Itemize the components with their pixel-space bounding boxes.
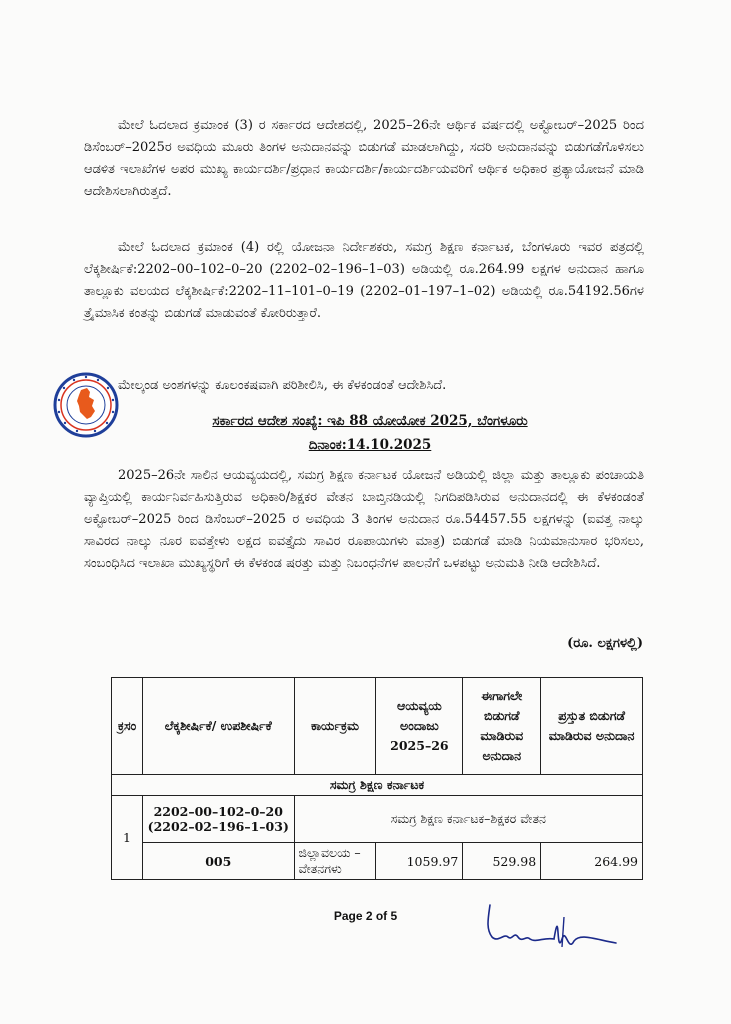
budget-value: 1059.97 (376, 843, 463, 880)
grant-table (111, 677, 643, 880)
table-header-row (112, 678, 643, 775)
unit-label: (ರೂ. ಲಕ್ಷಗಳಲ್ಲಿ) (567, 636, 643, 651)
paragraph-4: 2025–26ನೇ ಸಾಲಿನ ಆಯವ್ಯಯದಲ್ಲಿ, ಸಮಗ್ರ ಶಿಕ್ಷಣ ಕರ್ನಾಟಕ ಯೋಜನೆ ಅಡಿಯಲ್ಲಿ ಜಿಲ್ಲಾ ಮತ್ತು ತಾಲ್ಲೂಕು ಪಂಚಾಯತಿ ವ್ಯಾಪ್ತಿಯಲ್ಲಿ ಕಾರ್ಯನಿರ್ವಹಿಸುತ್ತಿರುವ ಅಧಿಕಾರಿ/ಶಿಕ್ಷಕರ ವೇತನ ಬಾಬ್ತಿನಡಿಯಲ್ಲಿ ನಿಗದಿಪಡಿಸಿರುವ ಅನುದಾನದಲ್ಲಿ ಈ ಕೆಳಕಂಡಂತೆ ಅಕ್ಟೋಬರ್–2025 ರಿಂದ ಡಿಸೆಂಬರ್–2025 ರ ಅವಧಿಯ 3 ತಿಂಗಳ ಅನುದಾನ ರೂ.54457.55 ಲಕ್ಷಗಳನ್ನು (ಐವತ್ತ ನಾಲ್ಕು ಸಾವಿರದ ನಾಲ್ಕು ನೂರ ಐವತ್ತೇಳು ಲಕ್ಷದ ಐವತ್ತೈದು ಸಾವಿರ ರೂಪಾಯಿಗಳು ಮಾತ್ರ) ಬಿಡುಗಡೆ ಮಾಡಿ ನಿಯಮಾನುಸಾರ ಭರಿಸಲು, ಸಂಬಂಧಿಸಿದ ಇಲಾಖಾ ಮುಖ್ಯಸ್ಥರಿಗೆ ಈ ಕೆಳಕಂಡ ಷರತ್ತು ಮತ್ತು ನಿಬಂಧನೆಗಳ ಪಾಲನೆಗೆ ಒಳಪಟ್ಟು ಅನುಮತಿ ನೀಡಿ ಆದೇಶಿಸಿದೆ. (84, 468, 644, 571)
head-code: 2202–00–102–0–20 (2202–02–196–1–03) (142, 796, 294, 843)
current-value: 264.99 (541, 843, 643, 880)
header-serial: ಕ್ರಸಂ (112, 678, 143, 775)
header-released: ಈಗಾಗಲೇ ಬಿಡುಗಡೆ ಮಾಡಿರುವ ಅನುದಾನ (463, 678, 541, 775)
header-current: ಪ್ರಸ್ತುತ ಬಿಡುಗಡೆ ಮಾಡಿರುವ ಅನುದಾನ (541, 678, 643, 775)
header-budget: ಆಯವ್ಯಯ ಅಂದಾಜು 2025–26 (376, 678, 463, 775)
order-date: ದಿನಾಂಕ:14.10.2025 (308, 437, 432, 453)
header-account-head: ಲೆಕ್ಕಶೀರ್ಷಿಕೆ/ ಉಪಶೀರ್ಷಿಕೆ (142, 678, 294, 775)
paragraph-3: ಮೇಲ್ಕಂಡ ಅಂಶಗಳನ್ನು ಕೂಲಂಕಷವಾಗಿ ಪರಿಶೀಲಿಸಿ, ಈ ಕೆಳಕಂಡಂತೆ ಆದೇಶಿಸಿದೆ. (118, 378, 447, 393)
table-section-row (112, 775, 643, 796)
sub-code: 005 (142, 843, 294, 880)
row-serial: 1 (112, 796, 143, 880)
signature-icon (484, 897, 624, 967)
sub-program: ಜಿಲ್ಲಾವಲಯ – ವೇತನಗಳು (294, 843, 376, 880)
released-value: 529.98 (463, 843, 541, 880)
section-title: ಸಮಗ್ರ ಶಿಕ್ಷಣ ಕರ್ನಾಟಕ (112, 775, 643, 796)
head-program: ಸಮಗ್ರ ಶಿಕ್ಷಣ ಕರ್ನಾಟಕ–ಶಿಕ್ಷಕರ ವೇತನ (294, 796, 642, 843)
paragraph-2: ಮೇಲೆ ಓದಲಾದ ಕ್ರಮಾಂಕ (4) ರಲ್ಲಿ ಯೋಜನಾ ನಿರ್ದೇಶಕರು, ಸಮಗ್ರ ಶಿಕ್ಷಣ ಕರ್ನಾಟಕ, ಬೆಂಗಳೂರು ಇವರ ಪತ್ರದಲ್ಲಿ ಲೆಕ್ಕಶೀರ್ಷಿಕೆ:2202–00–102–0–20 (2202–02–196–1–03) ಅಡಿಯಲ್ಲಿ ರೂ.264.99 ಲಕ್ಷಗಳ ಅನುದಾನ ಹಾಗೂ ತಾಲ್ಲೂಕು ವಲಯದ ಲೆಕ್ಕಶೀರ್ಷಿಕೆ:2202–11–101–0–19 (2202–01–197–1–02) ಅಡಿಯಲ್ಲಿ ರೂ.54192.56ಗಳ ತ್ರೈಮಾಸಿಕ ಕಂತನ್ನು ಬಿಡುಗಡೆ ಮಾಡುವಂತೆ ಕೋರಿರುತ್ತಾರೆ. (84, 240, 644, 321)
page-number: Page 2 of 5 (333, 909, 398, 923)
table-row (112, 796, 643, 843)
order-number: ಸರ್ಕಾರದ ಆದೇಶ ಸಂಖ್ಯೆ: ಇಪಿ 88 ಯೋಯೋಕ 2025, ಬೆಂಗಳೂರು (212, 413, 528, 429)
paragraph-1: ಮೇಲೆ ಓದಲಾದ ಕ್ರಮಾಂಕ (3) ರ ಸರ್ಕಾರದ ಆದೇಶದಲ್ಲಿ, 2025–26ನೇ ಆರ್ಥಿಕ ವರ್ಷದಲ್ಲಿ ಅಕ್ಟೋಬರ್–2025 ರಿಂದ ಡಿಸೆಂಬರ್–2025ರ ಅವಧಿಯ ಮೂರು ತಿಂಗಳ ಅನುದಾನವನ್ನು ಬಿಡುಗಡೆ ಮಾಡಲಾಗಿದ್ದು, ಸದರಿ ಅನುದಾನವನ್ನು ಬಿಡುಗಡೆಗೊಳಿಸಲು ಆಡಳಿತ ಇಲಾಖೆಗಳ ಅಪರ ಮುಖ್ಯ ಕಾರ್ಯದರ್ಶಿ/ಪ್ರಧಾನ ಕಾರ್ಯದರ್ಶಿ/ಕಾರ್ಯದರ್ಶಿಯವರಿಗೆ ಆರ್ಥಿಕ ಅಧಿಕಾರ ಪ್ರತ್ಯಾಯೋಜನೆ ಮಾಡಿ ಆದೇಶಿಸಲಾಗಿರುತ್ತದೆ. (84, 118, 644, 199)
table-row (112, 843, 643, 880)
header-program: ಕಾರ್ಯಕ್ರಮ (294, 678, 376, 775)
